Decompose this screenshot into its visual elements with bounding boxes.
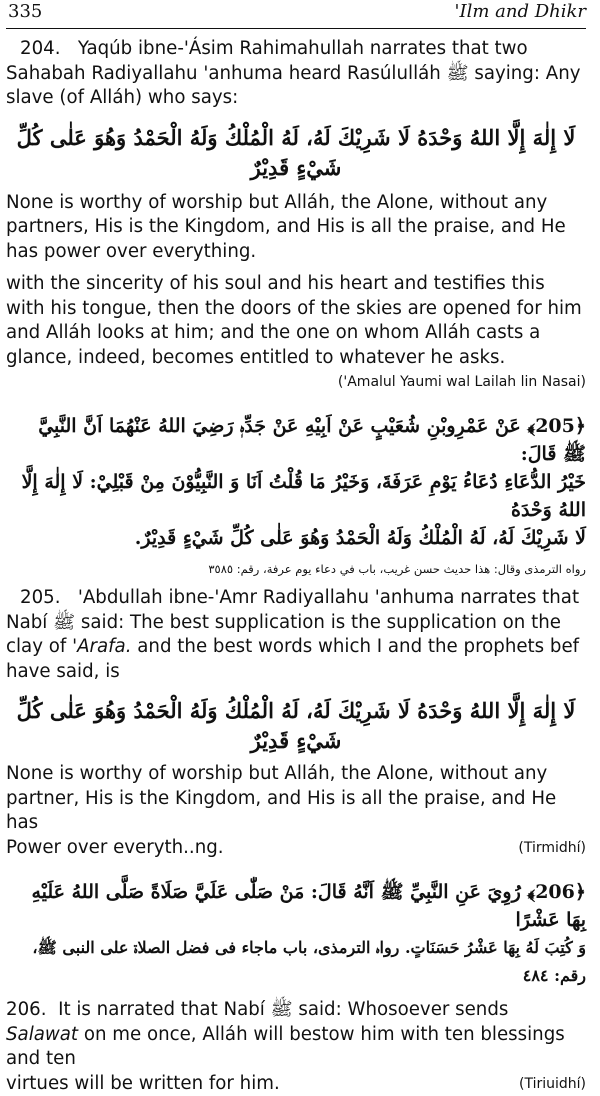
hadith-206-arabic-line-2: وَ كُتِبَ لَهُ بِهَا عَشْرُ حَسَنَاتٍ. رواہ الترمذی، باب ماجاء فی فضل الصلاۃ علی النبی ﷺ، رقم: ٤٨٤ [6, 934, 586, 990]
hadith-206 [6, 878, 586, 1096]
hadith-204-arabic: لَا إِلٰهَ إِلَّا اللهُ وَحْدَهُ لَا شَرِيْكَ لَهُ، لَهُ الْمُلْكُ وَلَهُ الْحَمْدُ وَهُوَ عَلٰى كُلِّ شَيْءٍ قَدِيْرٌ [6, 123, 586, 183]
hadith-206-arabic-line-1: ﴿206﴾ رُوِيَ عَنِ النَّبِيِّ ﷺ اَنَّهُ قَالَ: مَنْ صَلّٰى عَلَيَّ صَلَاةً صَلَّى اللهُ عَلَيْهِ بِهَا عَشْرًا [6, 878, 586, 934]
hadith-205-number: 205. [20, 587, 61, 608]
hadith-206-text-1: It is narrated that Nabí ﷺ said: Whosoever sends [58, 999, 508, 1020]
hadith-205-arabic-line-1: ﴿205﴾ عَنْ عَمْرِوبْنِ شُعَيْبٍ عَنْ اَبِيْهِ عَنْ جَدِّهٖ رَضِيَ اللهُ عَنْهُمَا اَنَّ النَّبِيَّ ﷺ قَالَ: [6, 412, 586, 468]
hadith-205-translation-end [6, 836, 586, 861]
hadith-204-number: 204. [20, 38, 61, 59]
hadith-204-translation: None is worthy of worship but Alláh, the Alone, without any partners, His is the Kingdom, and His is all the praise, and He has power over everything. [6, 191, 586, 265]
hadith-206-text-end [6, 1072, 586, 1096]
page-header [6, 0, 586, 29]
hadith-206-salawat: Salawat [6, 1024, 78, 1045]
hadith-205-translation-2: Power over everyth..ng. [6, 836, 224, 861]
hadith-205 [6, 412, 586, 860]
hadith-204 [6, 37, 586, 392]
hadith-205-intro-text-4: have said, is [6, 661, 120, 682]
hadith-205-intro [6, 586, 586, 684]
hadith-205-arabic: لَا إِلٰهَ إِلَّا اللهُ وَحْدَهُ لَا شَرِيْكَ لَهُ، لَهُ الْمُلْكُ وَلَهُ الْحَمْدُ وَهُوَ عَلٰى كُلِّ شَيْءٍ قَدِيْرٌ [6, 696, 586, 756]
hadith-205-arafa: 'Arafa. [72, 636, 131, 657]
hadith-206-text-3: virtues will be written for him. [6, 1072, 280, 1096]
hadith-205-arabic-line-3: لَا شَرِيْكَ لَهُ، لَهُ الْمُلْكُ وَلَهُ الْحَمْدُ وَهُوَ عَلٰى كُلِّ شَيْءٍ قَدِيْرٌ. [6, 524, 586, 552]
hadith-204-intro-text: Yaqúb ibne-'Ásim Rahimahullah narrates that two Sahabah Radiyallahu 'anhuma heard Rasúlulláh ﷺ saying: Any slave (of Alláh) who says: [6, 38, 581, 108]
hadith-206-number: 206. [6, 999, 47, 1020]
hadith-205-intro-text: 'Abdullah ibne-'Amr Radiyallahu 'anhuma narrates that Nabí ﷺ said: The best supplication is the supplication on the clay of [6, 587, 579, 657]
hadith-206-text-2: on me once, Alláh will bestow him with ten blessings and ten [6, 1024, 565, 1070]
hadith-204-intro [6, 37, 586, 111]
hadith-204-continuation: with the sincerity of his soul and his heart and testifies this with his tongue, then the doors of the skies are opened for him and Alláh looks at him; and the one on whom Alláh casts a glance, indeed, becomes entitled to whatever he asks. [6, 272, 586, 370]
hadith-205-translation: None is worthy of worship but Alláh, the Alone, without any partner, His is the Kingdom, and His is all the praise, and He has [6, 762, 586, 836]
hadith-205-arabic-source: رواه الترمذی وقال: هذا حدیث حسن غریب، باب في دعاء يوم عرفة، رقم: ٣٥٨٥ [6, 560, 586, 578]
hadith-205-intro-text-3: and the best words which I and the prophets bef [137, 636, 579, 657]
page-number: 335 [8, 1, 42, 22]
hadith-206-source: (Tiriuidhí) [519, 1072, 586, 1096]
running-title: 'Ilm and Dhikr [455, 1, 586, 22]
hadith-205-arabic-line-2: خَيْرُ الدُّعَاءِ دُعَاءُ يَوْمِ عَرَفَةَ، وَخَيْرُ مَا قُلْتُ اَنَا وَ النَّبِيُّوْنَ مِنْ قَبْلِيْ: لَا إِلٰهَ إِلَّا اللهُ وَحْدَهُ [6, 468, 586, 524]
hadith-204-source: ('Amalul Yaumi wal Lailah lin Nasai) [6, 372, 586, 392]
hadith-205-source: (Tirmidhí) [518, 836, 586, 861]
hadith-206-text [6, 998, 586, 1072]
